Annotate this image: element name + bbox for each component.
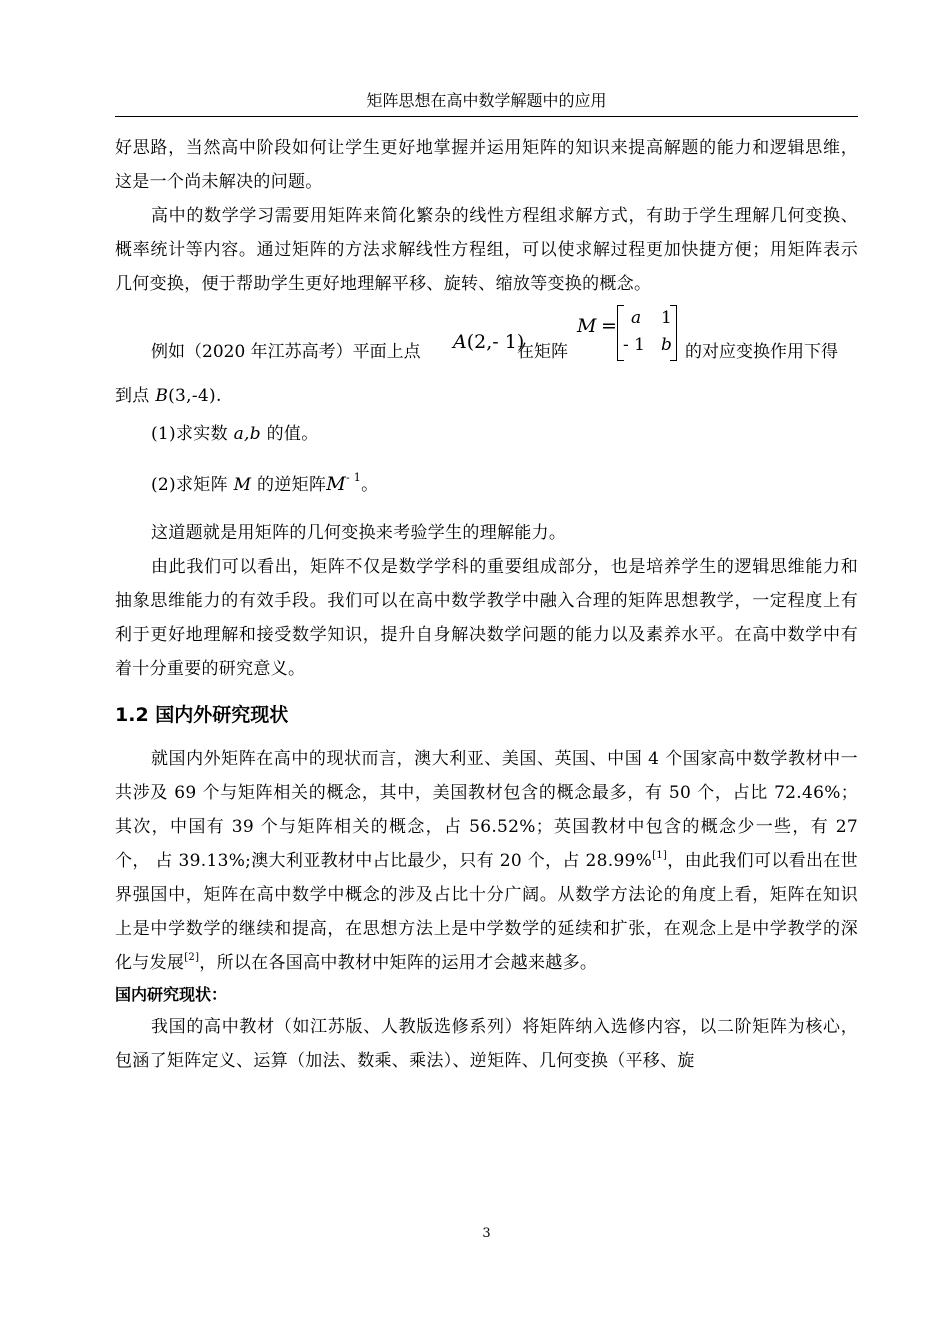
matrix-m xyxy=(617,305,677,359)
p5-part-b: ，由此我们可以看出在世界强国中，矩阵在高中数学中概念的涉及占比十分广阔。从数学方法论的角度上看，矩阵在知识上是中学数学的继续和提高，在思想方法上是中学数学的延续和扩张，在观念上是中学教学的深化与发展 xyxy=(115,851,858,973)
spacer xyxy=(115,502,858,508)
q1-post: 的值。 xyxy=(260,424,319,444)
q1-vars: a,b xyxy=(233,424,261,444)
p5-part-a: 就国内外矩阵在高中的现状而言，澳大利亚、美国、英国、中国 4 个国家高中数学教材中一共涉及 69 个与矩阵相关的概念，其中，美国教材包含的概念最多，有 50 个，占比 72.46%；其次，中国有 39 个与矩阵相关的概念，占 56.52%；英国教材中包含的概念少一些，有 27 个， 占 39.13%;澳大利亚教材中占比最少，只有 20 个，占 28.99% xyxy=(115,749,858,871)
q2-mid: 的逆矩阵 xyxy=(251,475,327,495)
citation-2[interactable]: [2] xyxy=(184,952,200,963)
example-line2-pre: 到点 xyxy=(115,386,156,406)
matrix-cell-22: b xyxy=(661,335,672,355)
paragraph-6: 我国的高中教材（如江苏版、人教版选修系列）将矩阵纳入选修内容，以二阶矩阵为核心，包涵了矩阵定义、运算（加法、数乘、乘法）、逆矩阵、几何变换（平移、旋 xyxy=(115,1017,858,1071)
subheading-domestic: 国内研究现状： xyxy=(115,985,228,1004)
q2-inv-sup: - 1 xyxy=(345,471,362,484)
q2-inv-letter: M xyxy=(326,473,346,495)
paragraph-4: 由此我们可以看出，矩阵不仅是数学学科的重要组成部分，也是培养学生的逻辑思维能力和抽象思维能力的有效手段。我们可以在高中数学教学中融入合理的矩阵思想教学，一定程度上有利于更好地理解和接受数学知识，提升自身解决数学问题的能力以及素养水平。在高中数学中有着十分重要的研究意义。 xyxy=(115,557,858,679)
q2-post: 。 xyxy=(361,475,379,495)
matrix-equals: = xyxy=(601,315,617,337)
example-line-2 xyxy=(115,379,858,413)
example-formula-line xyxy=(115,305,858,379)
page-body xyxy=(115,131,858,1078)
matrix-label: M xyxy=(577,315,597,337)
question-2 xyxy=(115,461,858,502)
point-a-letter: A xyxy=(453,331,467,353)
p5-part-c: ，所以在各国高中教材中矩阵的运用才会越来越多。 xyxy=(199,953,598,973)
question-1 xyxy=(115,417,858,451)
matrix-cell-21: - 1 xyxy=(623,335,645,355)
q2-pre: (2)求矩阵 xyxy=(151,475,234,495)
page-number: 3 xyxy=(482,1226,491,1241)
matrix-cell-11: a xyxy=(631,308,642,328)
q2-var: M xyxy=(233,475,252,495)
paragraph-1: 好思路，当然高中阶段如何让学生更好地掌握并运用矩阵的知识来提高解题的能力和逻辑思维，这是一个尚未解决的问题。 xyxy=(115,138,858,192)
running-header: 矩阵思想在高中数学解题中的应用 xyxy=(366,91,607,110)
point-b-coords: (3,-4). xyxy=(168,386,222,406)
citation-1[interactable]: [1] xyxy=(652,850,668,861)
q1-pre: (1)求实数 xyxy=(151,424,234,444)
point-a-coords: (2,- 1) xyxy=(466,331,525,353)
paragraph-3: 这道题就是用矩阵的几何变换来考验学生的理解能力。 xyxy=(151,523,567,543)
example-mid: 在矩阵 xyxy=(517,342,568,362)
point-b-letter: B xyxy=(155,386,169,406)
point-a xyxy=(453,331,524,353)
example-intro: 例如（2020 年江苏高考）平面上点 xyxy=(151,342,421,362)
example-post: 的对应变换作用下得 xyxy=(685,342,838,362)
section-heading: 1.2 国内外研究现状 xyxy=(115,704,289,726)
matrix-cell-12: 1 xyxy=(661,308,672,328)
inverse-matrix-symbol xyxy=(326,473,361,495)
paragraph-2: 高中的数学学习需要用矩阵来简化繁杂的线性方程组求解方式，有助于学生理解几何变换、概率统计等内容。通过矩阵的方法求解线性方程组，可以使求解过程更加快捷方便；用矩阵表示几何变换，便于帮助学生更好地理解平移、旋转、缩放等变换的概念。 xyxy=(115,206,858,294)
header-rule xyxy=(115,116,858,117)
paragraph-5 xyxy=(115,742,858,980)
